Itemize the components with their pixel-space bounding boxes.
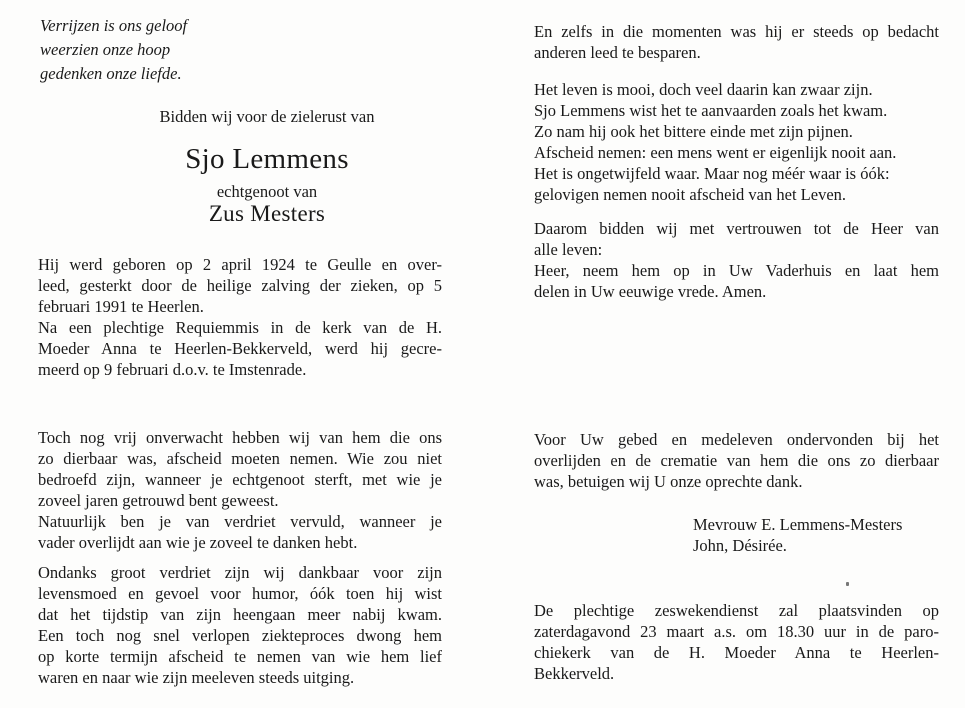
text-line: Moeder Anna te Heerlen-Bekkerveld, werd hij gecre- (38, 339, 442, 358)
motto-verse (40, 14, 187, 86)
text-line: zo dierbaar was, afscheid moeten nemen. Wie zou niet (38, 449, 442, 468)
farewell-paragraph (38, 427, 442, 553)
thanks-paragraph (534, 429, 939, 492)
text-line: Toch nog vrij onverwacht hebben wij van hem die ons (38, 428, 442, 447)
signature-line: Mevrouw E. Lemmens-Mesters (693, 515, 903, 534)
motto-line: weerzien onze hoop (40, 40, 171, 59)
spouse-of-label: echtgenoot van (216, 182, 318, 201)
text-line: Sjo Lemmens wist het te aanvaarden zoals het kwam. (534, 101, 888, 120)
spouse-name: Zus Mesters (208, 201, 326, 226)
text-line: Ondanks groot verdriet zijn wij dankbaar voor zijn (38, 563, 442, 582)
text-line: De plechtige zeswekendienst zal plaatsvinden op (534, 601, 939, 620)
text-line: Na een plechtige Requiemmis in de kerk van de H. (38, 318, 442, 337)
text-line: Afscheid nemen: een mens went er eigenlijk nooit aan. (534, 143, 897, 162)
text-line: februari 1991 te Heerlen. (38, 297, 204, 316)
text-line: Het is ongetwijfeld waar. Maar nog méér waar is óók: (534, 164, 890, 183)
memorial-service-paragraph (534, 600, 939, 684)
text-line: waren en naar wie zijn meeleven steeds uitging. (38, 668, 355, 687)
motto-line: Verrijzen is ons geloof (40, 16, 188, 35)
text-line: vader overlijdt aan wie je zoveel te danken hebt. (38, 533, 358, 552)
deceased-name: Sjo Lemmens (185, 143, 349, 175)
text-line: leed, gesterkt door de heilige zalving der zieken, op 5 (38, 276, 442, 295)
text-line: Daarom bidden wij met vertrouwen tot de Heer van (534, 219, 939, 238)
text-line: op korte termijn afscheid te nemen van wie hem lief (38, 647, 442, 666)
motto-line: gedenken onze liefde. (40, 64, 182, 83)
text-line: Een toch nog snel verlopen ziekteproces dwong hem (38, 626, 442, 645)
prayer-intro: Bidden wij voor de zielerust van (159, 107, 375, 126)
text-line: meerd op 9 februari d.o.v. te Imstenrade. (38, 360, 307, 379)
text-line: anderen leed te besparen. (534, 43, 701, 62)
birth-death-paragraph (38, 254, 442, 380)
text-line: Het leven is mooi, doch veel daarin kan zwaar zijn. (534, 80, 873, 99)
signature-line: John, Désirée. (693, 536, 787, 555)
text-line: gelovigen nemen nooit afscheid van het Leven. (534, 185, 847, 204)
text-line: chiekerk van de H. Moeder Anna te Heerlen- (534, 643, 939, 662)
text-line: Zo nam hij ook het bittere einde met zijn pijnen. (534, 122, 853, 141)
text-line: zaterdagavond 23 maart a.s. om 18.30 uur in de paro- (534, 622, 939, 641)
text-line: En zelfs in die momenten was hij er steeds op bedacht (534, 22, 939, 41)
prayer-paragraph (534, 218, 939, 302)
text-line: alle leven: (534, 240, 603, 259)
text-line: Voor Uw gebed en medeleven ondervonden bij het (534, 430, 939, 449)
text-line: levensmoed en gevoel voor humor, óók toen hij wist (38, 584, 442, 603)
gratitude-paragraph (38, 562, 442, 688)
text-line: zoveel jaren getrouwd bent geweest. (38, 491, 279, 510)
text-line: Natuurlijk ben je van verdriet vervuld, wanneer je (38, 512, 442, 531)
text-line: bedroefd zijn, wanneer je echtgenoot sterft, met wie je (38, 470, 442, 489)
text-line: delen in Uw eeuwige vrede. Amen. (534, 282, 767, 301)
text-line: dat het tijdstip van zijn heengaan meer nabij kwam. (38, 605, 442, 624)
text-line: Bekkerveld. (534, 664, 615, 683)
text-line: Heer, neem hem op in Uw Vaderhuis en laat hem (534, 261, 939, 280)
text-line: overlijden en de crematie van hem die ons zo dierbaar (534, 451, 939, 470)
life-paragraph (534, 79, 939, 205)
family-signature (693, 514, 902, 556)
text-line: was, betuigen wij U onze oprechte dank. (534, 472, 803, 491)
moments-paragraph (534, 21, 939, 63)
text-line: Hij werd geboren op 2 april 1924 te Geulle en over- (38, 255, 442, 274)
print-speck (846, 582, 849, 586)
